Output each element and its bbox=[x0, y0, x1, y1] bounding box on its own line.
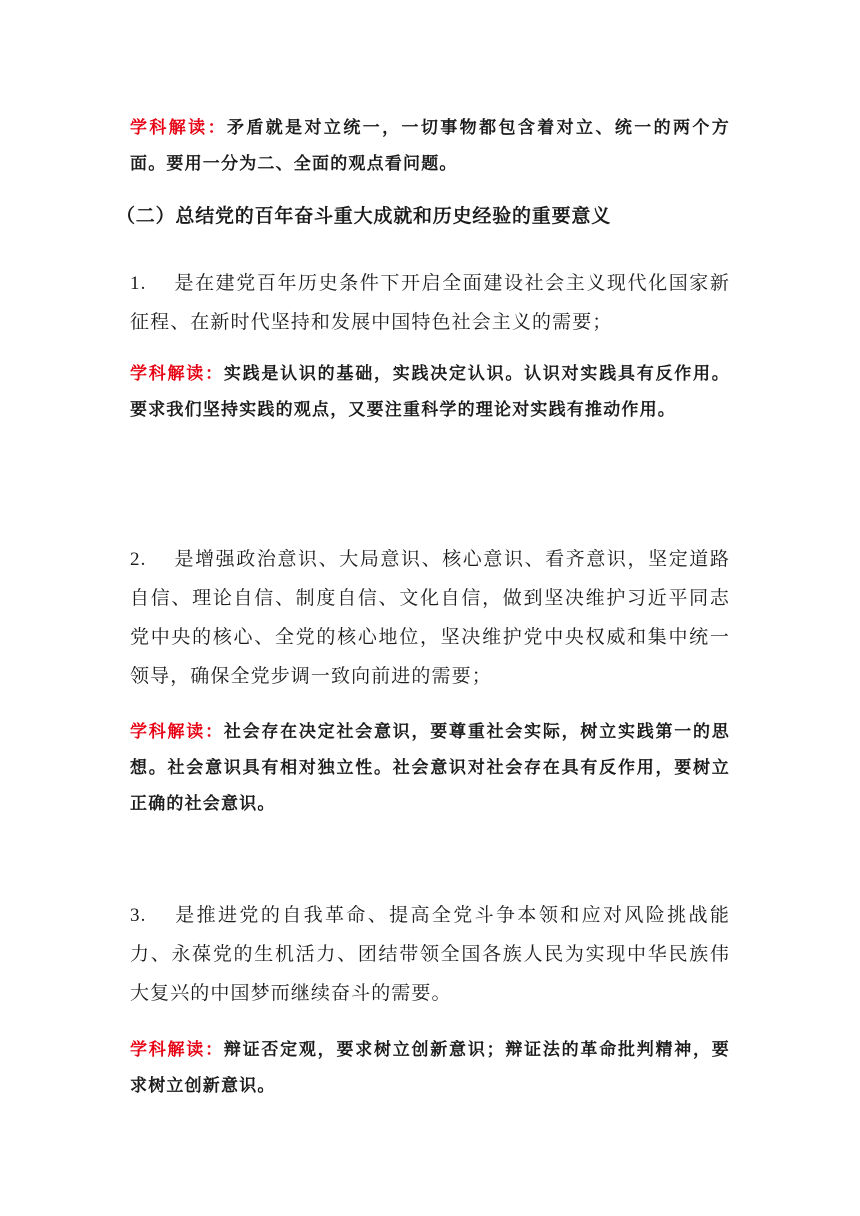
section-heading: （二）总结党的百年奋斗重大成就和历史经验的重要意义 bbox=[116, 205, 612, 227]
reading-label: 学科解读： bbox=[130, 364, 224, 384]
item-number: 3. bbox=[130, 905, 147, 926]
list-item bbox=[130, 896, 730, 1013]
item-number: 2. bbox=[130, 549, 147, 570]
item-number: 1. bbox=[130, 273, 147, 294]
item-text: 是推进党的自我革命、提高全党斗争本领和应对风险挑战能力、永葆党的生机活力、团结带领全国各族人民为实现中华民族伟大复兴的中国梦而继续奋斗的需要。 bbox=[130, 904, 730, 1004]
item-reading bbox=[130, 1032, 730, 1104]
reading-text: 矛盾就是对立统一，一切事物都包含着对立、统一的两个方面。要用一分为二、全面的观点看问题。 bbox=[130, 118, 730, 174]
reading-text: 社会存在决定社会意识，要尊重社会实际，树立实践第一的思想。社会意识具有相对独立性。社会意识对社会存在具有反作用，要树立正确的社会意识。 bbox=[130, 722, 730, 814]
intro-reading bbox=[130, 110, 730, 182]
item-reading bbox=[130, 714, 730, 822]
reading-label: 学科解读： bbox=[130, 722, 224, 742]
item-text: 是增强政治意识、大局意识、核心意识、看齐意识，坚定道路自信、理论自信、制度自信、文化自信，做到坚决维护习近平同志党中央的核心、全党的核心地位，坚决维护党中央权威和集中统一领导，确保全党步调一致向前进的需要； bbox=[130, 548, 730, 687]
list-item bbox=[130, 540, 730, 696]
reading-text: 实践是认识的基础，实践决定认识。认识对实践具有反作用。要求我们坚持实践的观点，又要注重科学的理论对实践有推动作用。 bbox=[130, 364, 730, 420]
item-reading bbox=[130, 356, 730, 428]
reading-label: 学科解读： bbox=[130, 118, 227, 138]
list-item bbox=[130, 264, 730, 342]
item-text: 是在建党百年历史条件下开启全面建设社会主义现代化国家新征程、在新时代坚持和发展中国特色社会主义的需要； bbox=[130, 272, 730, 333]
reading-text: 辩证否定观，要求树立创新意识；辩证法的革命批判精神，要求树立创新意识。 bbox=[130, 1040, 730, 1096]
reading-label: 学科解读： bbox=[130, 1040, 224, 1060]
